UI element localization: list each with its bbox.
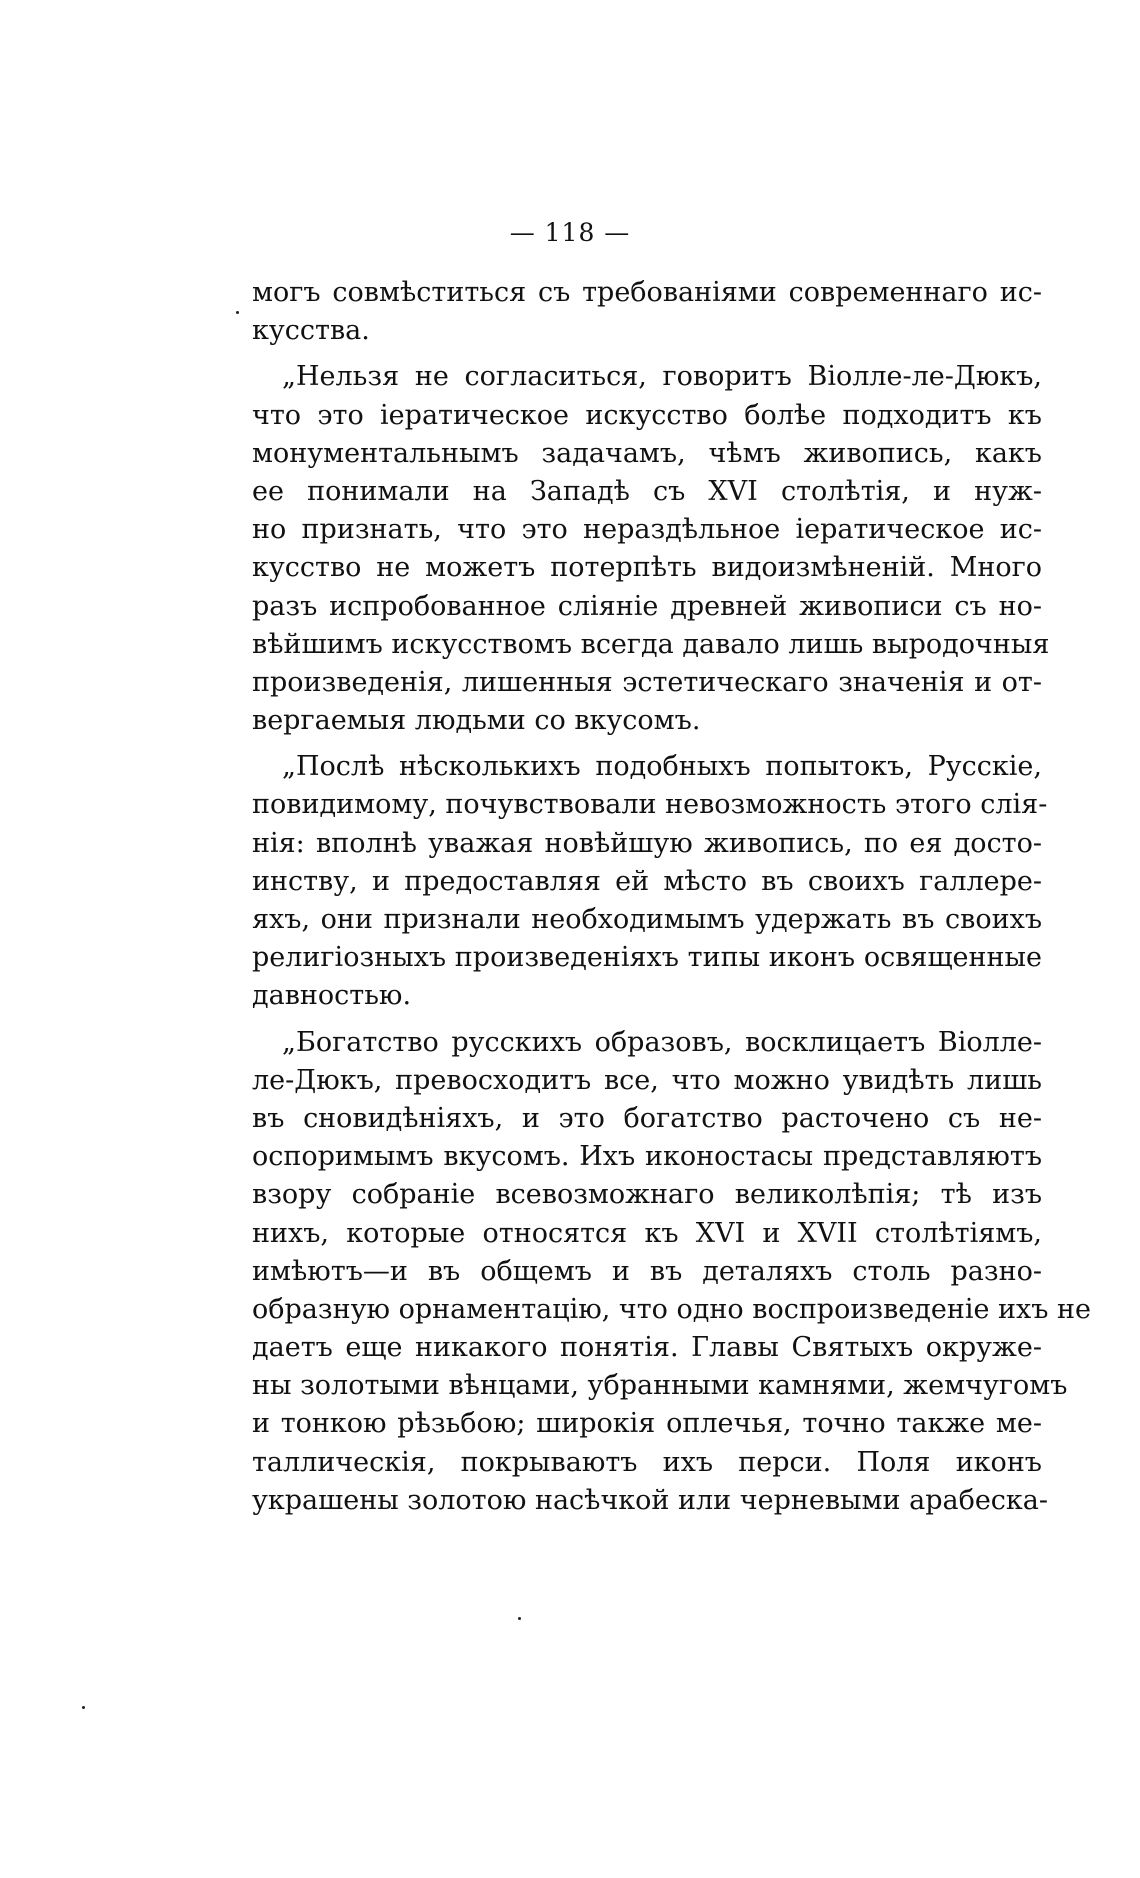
- text-line: но признать, что это нераздѣльное іератическое ис-: [252, 514, 1042, 546]
- text-line: „Нельзя не согласиться, говоритъ Віолле-ле-Дюкъ,: [282, 361, 1042, 393]
- text-line: даетъ еще никакого понятія. Главы Святыхъ окруже-: [252, 1332, 1042, 1364]
- text-line: ле-Дюкъ, превосходитъ все, что можно увидѣть лишь: [252, 1064, 1042, 1096]
- text-line: ны золотыми вѣнцами, убранными камнями, жемчугомъ: [252, 1370, 1068, 1402]
- text-line: „Богатство русскихъ образовъ, восклицаетъ Віолле-: [282, 1026, 1042, 1058]
- print-speck: [82, 1706, 85, 1709]
- text-line: нихъ, которые относятся къ XVI и XVII столѣтіямъ,: [252, 1217, 1042, 1249]
- print-speck: [518, 1617, 521, 1620]
- text-line: кусство не можетъ потерпѣть видоизмѣненій. Много: [252, 552, 1042, 584]
- text-line: оспоримымъ вкусомъ. Ихъ иконостасы представляютъ: [252, 1141, 1042, 1173]
- text-line: вѣйшимъ искусствомъ всегда давало лишь выродочныя: [252, 628, 1050, 660]
- print-speck: [236, 311, 239, 314]
- text-line: таллическія, покрываютъ ихъ перси. Поля иконъ: [252, 1446, 1042, 1478]
- text-line: разъ испробованное сліяніе древней живописи съ но-: [252, 590, 1042, 622]
- text-line: яхъ, они признали необходимымъ удержать въ своихъ: [252, 904, 1042, 935]
- text-line: кусства.: [252, 315, 370, 347]
- text-line: повидимому, почувствовали невозможность этого слія-: [252, 789, 1048, 821]
- text-line: образную орнаментацію, что одно воспроизведеніе ихъ не: [252, 1293, 1092, 1325]
- paragraph-gap: [252, 350, 1042, 358]
- text-line: вергаемыя людьми со вкусомъ.: [252, 705, 701, 737]
- paragraph: [252, 358, 1050, 740]
- paragraph: [252, 748, 1048, 1015]
- page-number: — 118 —: [509, 218, 631, 247]
- paragraph-gap: [252, 740, 1042, 748]
- text-line: ее понимали на Западѣ съ XVI столѣтія, и нуж-: [252, 475, 1042, 507]
- paragraph-gap: [252, 1016, 1042, 1024]
- text-line: произведенія, лишенныя эстетическаго значенія и от-: [252, 666, 1042, 698]
- paragraph: [252, 274, 1042, 350]
- text-line: могъ совмѣститься съ требованіями современнаго ис-: [252, 277, 1042, 308]
- text-line: нія: вполнѣ уважая новѣйшую живопись, по ея досто-: [252, 827, 1042, 859]
- text-line: „Послѣ нѣсколькихъ подобныхъ попытокъ, Русскіе,: [282, 751, 1042, 783]
- text-line: и тонкою рѣзьбою; широкія оплечья, точно также ме-: [252, 1408, 1042, 1440]
- text-line: имѣютъ—и въ общемъ и въ деталяхъ столь разно-: [252, 1255, 1042, 1287]
- text-line: въ сновидѣніяхъ, и это богатство расточено съ не-: [252, 1102, 1042, 1134]
- text-line: взору собраніе всевозможнаго великолѣпія; тѣ изъ: [252, 1179, 1042, 1211]
- text-line: что это іератическое искусство болѣе подходитъ къ: [252, 399, 1042, 431]
- body-text: [252, 274, 1092, 1520]
- text-line: монументальнымъ задачамъ, чѣмъ живопись, какъ: [252, 437, 1042, 469]
- text-line: инству, и предоставляя ей мѣсто въ своихъ галлере-: [252, 865, 1042, 897]
- text-line: религіозныхъ произведеніяхъ типы иконъ освященные: [252, 942, 1042, 974]
- text-line: украшены золотою насѣчкой или черневыми арабеска-: [252, 1484, 1049, 1516]
- text-line: давностью.: [252, 980, 412, 1012]
- paragraph: [252, 1024, 1092, 1520]
